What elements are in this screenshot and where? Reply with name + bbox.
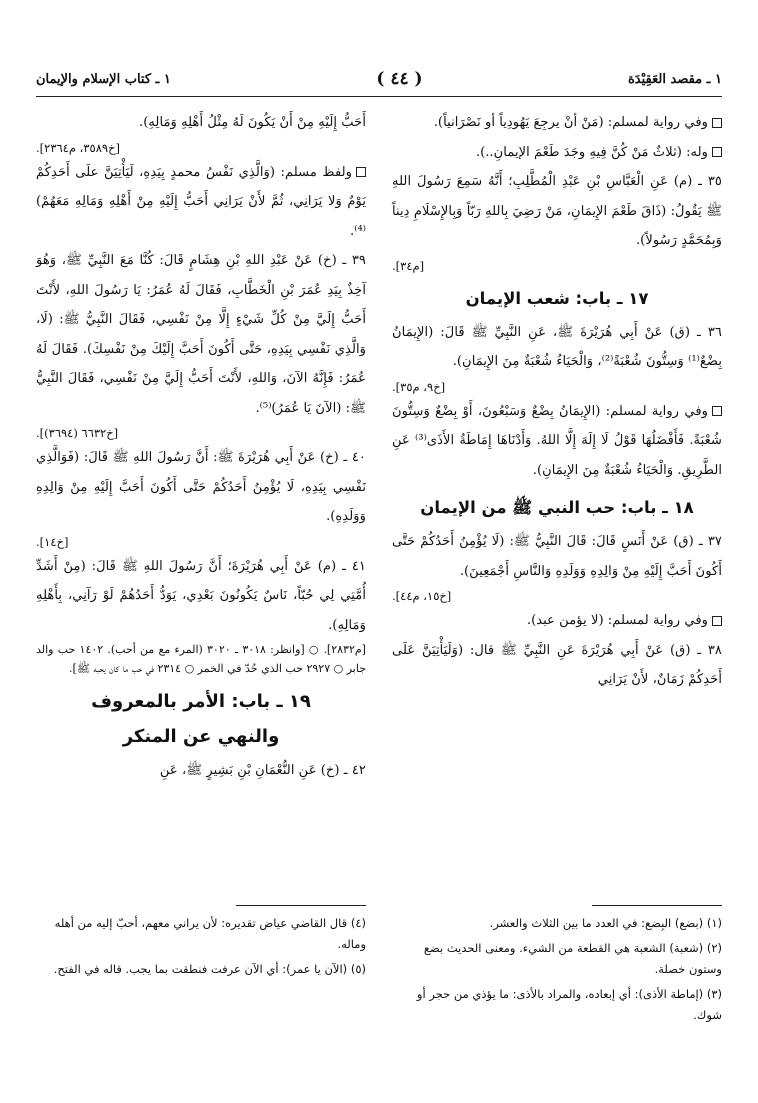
footnote-5: (٥) (الآن يا عمر): أي الآن عرفت فنطقت بما يجب. قاله في الفتح. [53,962,366,976]
right-column [392,108,722,873]
hadith-reference: [خ٣٥٨٩، م٢٣٦٤]. [36,140,121,155]
square-bullet-icon [712,616,722,626]
hadith-reference: [م٣٤]. [392,258,425,273]
hadith-36: ٣٦ ـ (ق) عَنْ أَبِي هُرَيْرَةَ ﷺ، عَنِ النَّبِيِّ ﷺ قَالَ: (الإِيمَانُ بِضْعٌ⁽¹⁾ وَسِتُّونَ شُعْبَةً⁽²⁾، وَالْحَيَاءُ شُعْبَةٌ مِنَ الإِيمَانِ). [392,324,722,369]
footnotes [36,905,722,1065]
header-section-title: ١ ـ مقصد العَقِيْدَة [628,71,722,87]
page-number: ( ٤٤ ) [376,69,423,89]
hadith-38: ٣٨ ـ (ق) عَنْ أَبِي هُرَيْرَةَ عَنِ النَّبِيِّ ﷺ قال: (وَلَيَأْتِيَنَّ عَلَى أَحَدِكُمْ زَمَانٌ، لأَنْ يَرَانِي [392,642,722,687]
footnote-separator [236,905,366,906]
hadith-variant [392,108,722,138]
hadith-reference: [خ٩، م٣٥]. [392,379,446,394]
header-book-title: ١ ـ كتاب الإسلام والإيمان [36,71,171,87]
square-bullet-icon [356,167,366,177]
footnote-separator [592,905,722,906]
running-header [36,62,722,97]
footnote-3: (٣) (إماطة الأذى): أي إبعاده، والمراد بالأذى: ما يؤذي من حجر أو شوك. [416,987,722,1022]
hadith-variant [36,158,366,247]
hadith-variant [392,138,722,168]
square-bullet-icon [712,118,722,128]
cross-reference-note: [م٢٨٣٢]. ○ [وانظر: ٣٠١٨ ـ ٣٠٢٠ (المرء مع من أحب). ١٤٠٢ حب والد جابر ○ ٢٩٢٧ حب الذي حُدّ في الخمر ○ ٢٣١٤ في حب ما كان يحبه ﷺ]. [36,643,366,675]
hadith-35: ٣٥ ـ (م) عَنِ الْعَبَّاسِ بْنِ عَبْدِ الْمُطَّلِبِ؛ أَنَّهُ سَمِعَ رَسُولَ اللهِ ﷺ يَقُولُ: (ذَاقَ طَعْمَ الإِيمَانِ، مَنْ رَضِيَ بِاللهِ رَبّاً وَبِالإِسْلَامِ دِيناً وَبِمُحَمَّدٍ رَسُولاً). [392,174,722,248]
text-line: وفي رواية لمسلم: (لا يؤمن عبد). [526,613,708,628]
text-line: ولفظ مسلم: (وَالَّذِي نَفْسُ محمدٍ بِيَدِهِ، لَيَأْتِيَنَّ علَى أَحَدِكُمْ يَوْمٌ وَلا يَرَانِي، ثُمَّ لأَنْ يَرَانِي أَحَبُّ إِلَيْهِ مِنْ أَهْلِهِ وَمَالِهِ مَعَهُمْ)⁽⁴⁾. [36,164,366,239]
hadith-41: ٤١ ـ (م) عَنْ أَبِي هُرَيْرَةَ؛ أَنَّ رَسُولَ اللهِ ﷺ قَالَ: (مِنْ أَشَدِّ أُمَّتِي لِي حُبّاً، نَاسٌ يَكُونُونَ بَعْدِي، يَوَدُّ أَحَدُهُمْ لَوْ رَآنِي، بِأَهْلِهِ وَمَالِهِ). [36,558,366,633]
hadith-42: ٤٢ ـ (خ) عَنِ النُّعْمَانِ بْنِ بَشِيرٍ ﷺ، عَنِ [159,763,366,778]
text-line: وله: (ثلاثٌ مَنْ كُنَّ فِيهِ وجَدَ طَعْمَ الإيمانِ..). [475,144,708,160]
footnote-1: (١) (بضع) البِضع: في العدد ما بين الثلاث والعشر. [489,916,722,930]
chapter-heading-17: ١٧ ـ باب: شعب الإيمان [465,288,649,308]
hadith-reference: [خ١٥، م٤٤]. [392,589,452,603]
hadith-40: ٤٠ ـ (خ) عَنْ أَبِي هُرَيْرَةَ ﷺ: أَنَّ رَسُولَ اللهِ ﷺ قَالَ: (فَوَالَّذِي نَفْسِي بِيَدِهِ، لَا يُؤْمِنُ أَحَدُكُمْ حَتَّى أَكُونَ أَحَبَّ إِلَيْهِ مِنْ وَالِدِهِ وَوَلَدِهِ). [36,450,366,524]
chapter-heading-19-line1: ١٩ ـ باب: الأمر بالمعروف [91,691,311,712]
left-column [36,108,366,873]
hadith-37: ٣٧ ـ (ق) عَنْ أَنَسٍ قَالَ: قَالَ النَّبِيُّ ﷺ: (لَا يُؤْمِنُ أَحَدُكُمْ حَتَّى أَكُونَ أَحَبَّ إِلَيْهِ مِنْ وَالِدِهِ وَوَلَدِهِ وَالنَّاسِ أَجْمَعِينَ). [392,534,722,579]
square-bullet-icon [712,406,722,416]
hadith-reference: [خ٦٦٣٢ (٣٦٩٤)]. [36,426,119,440]
footnotes-right [392,905,722,1065]
chapter-heading-18: ١٨ ـ باب: حب النبي ﷺ من الإيمان [420,498,694,517]
hadith-39: ٣٩ ـ (خ) عَنْ عَبْدِ اللهِ بْنِ هِشَامٍ قَالَ: كُنَّا مَعَ النَّبِيِّ ﷺ، وَهُوَ آخِذٌ بِيَدِ عُمَرَ بْنِ الْخَطَّابِ، فَقَالَ لَهُ عُمَرُ: يَا رَسُولَ اللهِ، لأَنْتَ أَحَبُّ إِلَيَّ مِنْ كُلِّ شَيْءٍ إِلَّا مِنْ نَفْسِي، فَقَالَ النَّبِيُّ ﷺ: (لَا، وَالَّذِي نَفْسِي بِيَدِهِ، حَتَّى أَكُونَ أَحَبَّ إِلَيْكَ مِنْ نَفْسِكَ). فَقَالَ لَهُ عُمَرُ: فَإِنَّهُ الآنَ، وَاللهِ، لأَنْتَ أَحَبُّ إِلَيَّ مِنْ نَفْسِي، فَقَالَ النَّبِيُّ ﷺ: (الآنَ يَا عُمَرُ)⁽⁵⁾. [36,253,366,416]
square-bullet-icon [712,147,722,157]
hadith-variant [392,606,722,636]
hadith-continuation: أَحَبُّ إِلَيْهِ مِنْ أَنْ يَكُونَ لَهُ مِثْلُ أَهْلِهِ وَمَالِهِ). [139,115,366,130]
hadith-variant [392,397,722,486]
footnote-4: (٤) قال القاضي عياض تقديره: لأن يراني معهم، أحبّ إليه من أهله وماله. [54,916,366,951]
text-line: وفي رواية لمسلم: (الإِيمَانُ بِضْعٌ وَسَبْعُونَ، أَوْ بِضْعٌ وَسِتُّونَ شُعْبَةً. فَأَفْضَلُهَا قَوْلُ لَا إِلَهَ إِلَّا اللهُ. وَأَدْنَاهَا إِمَاطَةُ الأَذَى⁽³⁾ عَنِ الطَّرِيقِ. وَالْحَيَاءُ شُعْبَةٌ مِنَ الإِيمَانِ). [392,403,722,478]
text-columns [36,108,722,873]
footnotes-left [36,905,366,1065]
hadith-reference: [خ١٤]. [36,534,69,549]
footnote-2: (٢) (شعبة) الشعبة هي القطعة من الشيء. ومعنى الحديث بضع وستون خصلة. [423,941,722,976]
chapter-heading-19-line2: والنهي عن المنكر [122,726,280,747]
text-line: وفي رواية لمسلم: (مَنْ أنْ يرجِعَ يَهُودِياً أو نَصْرَانياً). [433,115,708,130]
